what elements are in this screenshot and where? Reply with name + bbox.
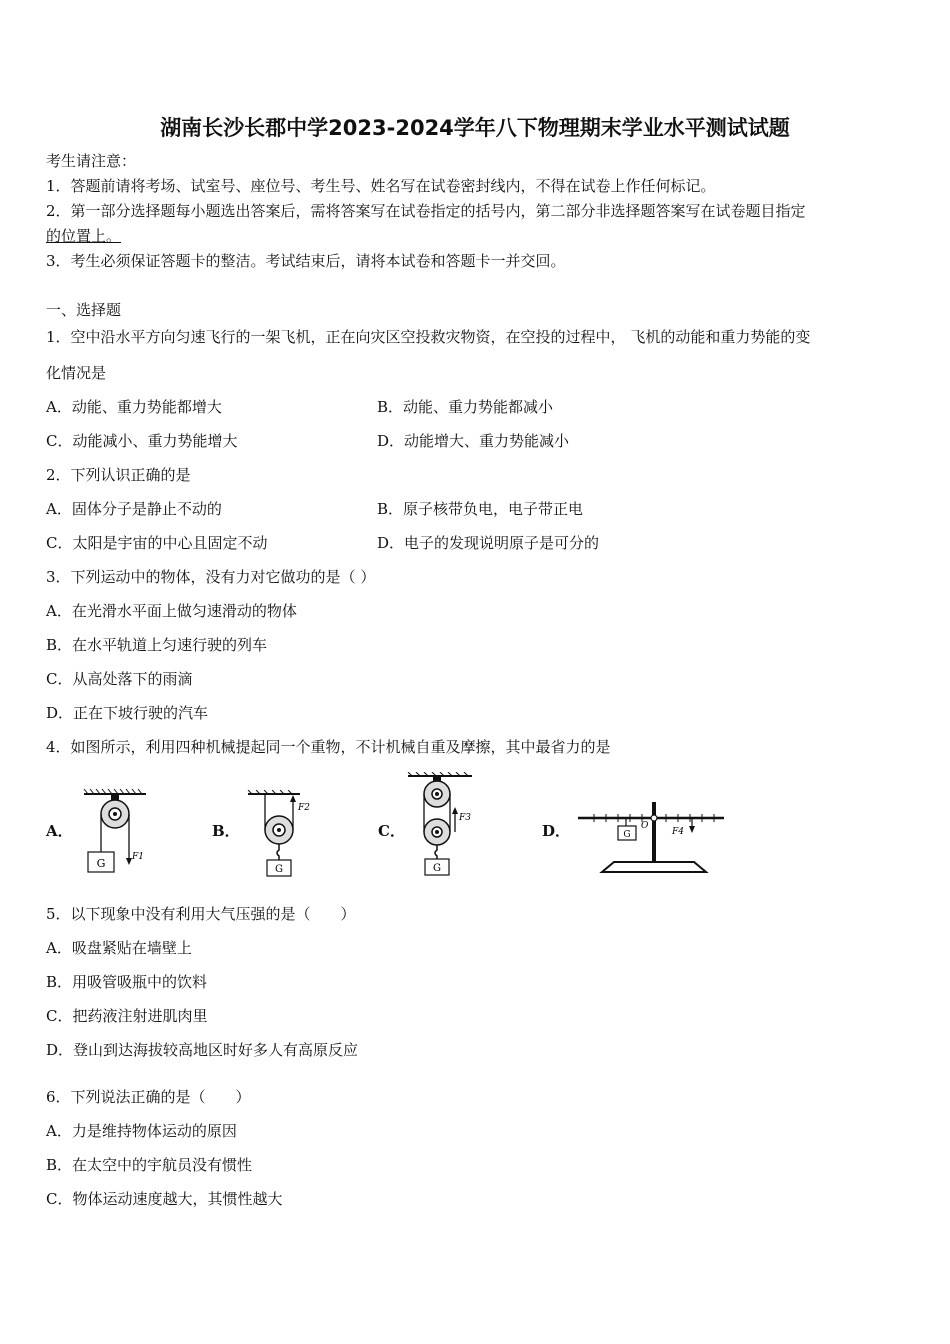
option-a[interactable]: A．动能、重力势能都增大 — [46, 398, 222, 416]
notice-item: 1．答题前请将考场、试室号、座位号、考生号、姓名写在试卷密封线内，不得在试卷上作任何标记。 — [46, 177, 716, 195]
option-b[interactable]: B．用吸管吸瓶中的饮料 — [46, 973, 208, 991]
pulley-block-figure — [406, 772, 486, 878]
notice-heading: 考生请注意： — [46, 152, 137, 170]
option-c[interactable]: C．动能减小、重力势能增大 — [46, 432, 238, 450]
option-b[interactable]: B．原子核带负电，电子带正电 — [377, 500, 584, 518]
force-label-f4: F4 — [672, 827, 684, 837]
option-b[interactable]: B．在水平轨道上匀速行驶的列车 — [46, 636, 268, 654]
pivot-label: O — [641, 821, 649, 831]
figure-label-d[interactable]: D． — [542, 822, 571, 840]
weight-label: G — [96, 857, 106, 870]
lever-figure — [574, 798, 734, 880]
question-stem: 2．下列认识正确的是 — [46, 466, 191, 484]
option-d[interactable]: D．电子的发现说明原子是可分的 — [377, 534, 600, 552]
weight-label: G — [623, 830, 631, 840]
fixed-pulley-figure — [80, 788, 160, 878]
option-c[interactable]: C．从高处落下的雨滴 — [46, 670, 193, 688]
question-stem: 化情况是 — [46, 364, 107, 382]
force-label-f1: F1 — [132, 852, 144, 862]
force-label-f2: F2 — [298, 803, 310, 813]
weight-label: G — [275, 864, 283, 875]
option-d[interactable]: D．登山到达海拔较高地区时好多人有高原反应 — [46, 1041, 359, 1059]
section-heading: 一、选择题 — [46, 301, 122, 319]
option-a[interactable]: A．力是维持物体运动的原因 — [46, 1122, 237, 1140]
figure-label-c[interactable]: C． — [378, 822, 405, 840]
option-a[interactable]: A．在光滑水平面上做匀速滑动的物体 — [46, 602, 297, 620]
option-c[interactable]: C．物体运动速度越大，其惯性越大 — [46, 1190, 283, 1208]
notice-item: 3．考生必须保证答题卡的整洁。考试结束后，请将本试卷和答题卡一并交回。 — [46, 252, 566, 270]
option-c[interactable]: C．太阳是宇宙的中心且固定不动 — [46, 534, 268, 552]
notice-item: 2．第一部分选择题每小题选出答案后，需将答案写在试卷指定的括号内，第二部分非选择题答案写在试卷题目指定 — [46, 202, 806, 220]
movable-pulley-figure — [244, 790, 324, 878]
option-d[interactable]: D．动能增大、重力势能减小 — [377, 432, 570, 450]
question-stem: 6．下列说法正确的是（ ） — [46, 1088, 251, 1106]
figure-label-b[interactable]: B． — [212, 822, 240, 840]
option-b[interactable]: B．动能、重力势能都减小 — [377, 398, 554, 416]
question-stem: 1．空中沿水平方向匀速飞行的一架飞机，正在向灾区空投救灾物资，在空投的过程中， 飞机的动能和重力势能的变 — [46, 328, 811, 346]
option-c[interactable]: C．把药液注射进肌肉里 — [46, 1007, 208, 1025]
option-b[interactable]: B．在太空中的宇航员没有惯性 — [46, 1156, 253, 1174]
figure-label-a[interactable]: A． — [46, 822, 73, 840]
option-a[interactable]: A．吸盘紧贴在墙壁上 — [46, 939, 192, 957]
notice-item: 的位置上。 — [46, 227, 122, 245]
force-label-f3: F3 — [459, 813, 471, 823]
option-a[interactable]: A．固体分子是静止不动的 — [46, 500, 222, 518]
question-stem: 5．以下现象中没有利用大气压强的是（ ） — [46, 905, 356, 923]
option-d[interactable]: D．正在下坡行驶的汽车 — [46, 704, 209, 722]
page-title: 湖南长沙长郡中学2023-2024学年八下物理期末学业水平测试试题 — [160, 116, 790, 140]
weight-label: G — [433, 863, 441, 874]
question-stem: 3．下列运动中的物体，没有力对它做功的是（ ） — [46, 568, 376, 586]
question-stem: 4．如图所示，利用四种机械提起同一个重物，不计机械自重及摩擦，其中最省力的是 — [46, 738, 611, 756]
